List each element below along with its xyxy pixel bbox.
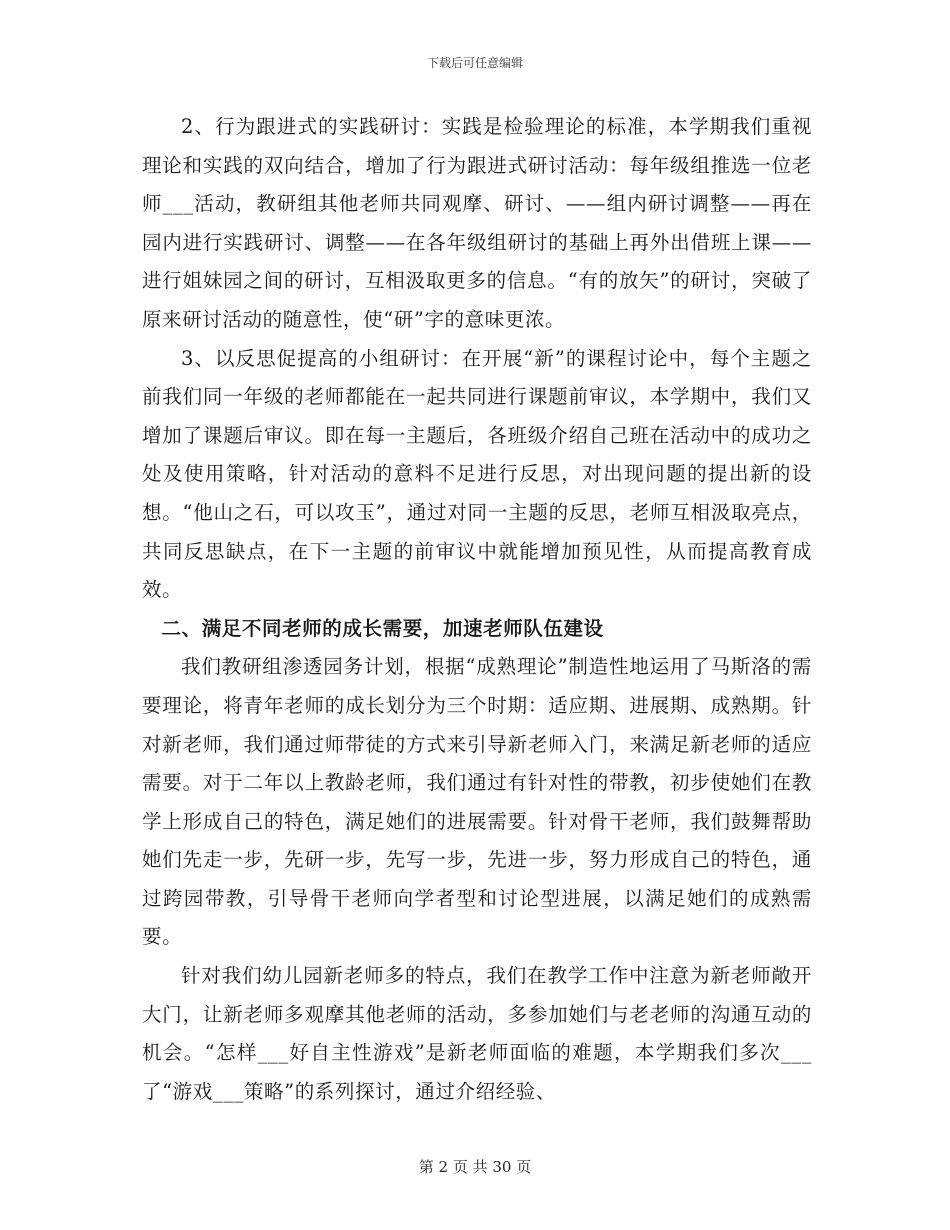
section-heading-teacher-growth: 二、满足不同老师的成长需要，加速老师队伍建设: [161, 616, 604, 640]
page-header-note: 下载后可任意编辑: [426, 56, 523, 70]
paragraph-behavior-followup: 2、行为跟进式的实践研讨：实践是检验理论的标准，本学期我们重视理论和实践的双向结合，增加了行为跟进式研讨活动：每年级组推选一位老师___活动，教研组其他老师共同观摩、研讨、——组内研讨调整——再在园内进行实践研讨、调整——在各年级组研讨的基础上再外出借班上课——进行姐妹园之间的研讨，互相汲取更多的信息。“有的放矢”的研讨，突破了原来研讨活动的随意性，使“研”字的意味更浓。: [142, 115, 812, 331]
page-number: 第 2 页 共 30 页: [418, 1158, 532, 1176]
paragraph-reflection-group: 3、以反思促提高的小组研讨：在开展“新”的课程讨论中，每个主题之前我们同一年级的老师都能在一起共同进行课题前审议，本学期中，我们又增加了课题后审议。即在每一主题后，各班级介绍自己班在活动中的成功之处及使用策略，针对活动的意料不足进行反思，对出现问题的提出新的设想。“他山之石，可以攻玉”，通过对同一主题的反思，老师互相汲取亮点，共同反思缺点，在下一主题的前审议中就能增加预见性，从而提高教育成效。: [142, 346, 812, 602]
document-body: [142, 108, 812, 1111]
paragraph-growth-stages: 我们教研组渗透园务计划，根据“成熟理论”制造性地运用了马斯洛的需要理论，将青年老师的成长划分为三个时期：适应期、进展期、成熟期。针对新老师，我们通过师带徒的方式来引导新老师入门，来满足新老师的适应需要。对于二年以上教龄老师，我们通过有针对性的带教，初步使她们在教学上形成自己的特色，满足她们的进展需要。针对骨干老师，我们鼓舞帮助她们先走一步，先研一步，先写一步，先进一步，努力形成自己的特色，通过跨园带教，引导骨干老师向学者型和讨论型进展，以满足她们的成熟需要。: [142, 655, 812, 949]
paragraph-new-teachers: 针对我们幼儿园新老师多的特点，我们在教学工作中注意为新老师敞开大门，让新老师多观摩其他老师的活动，多参加她们与老老师的沟通互动的机会。“怎样___好自主性游戏”是新老师面临的难题，本学期我们多次___了“游戏___策略”的系列探讨，通过介绍经验、: [142, 964, 812, 1103]
